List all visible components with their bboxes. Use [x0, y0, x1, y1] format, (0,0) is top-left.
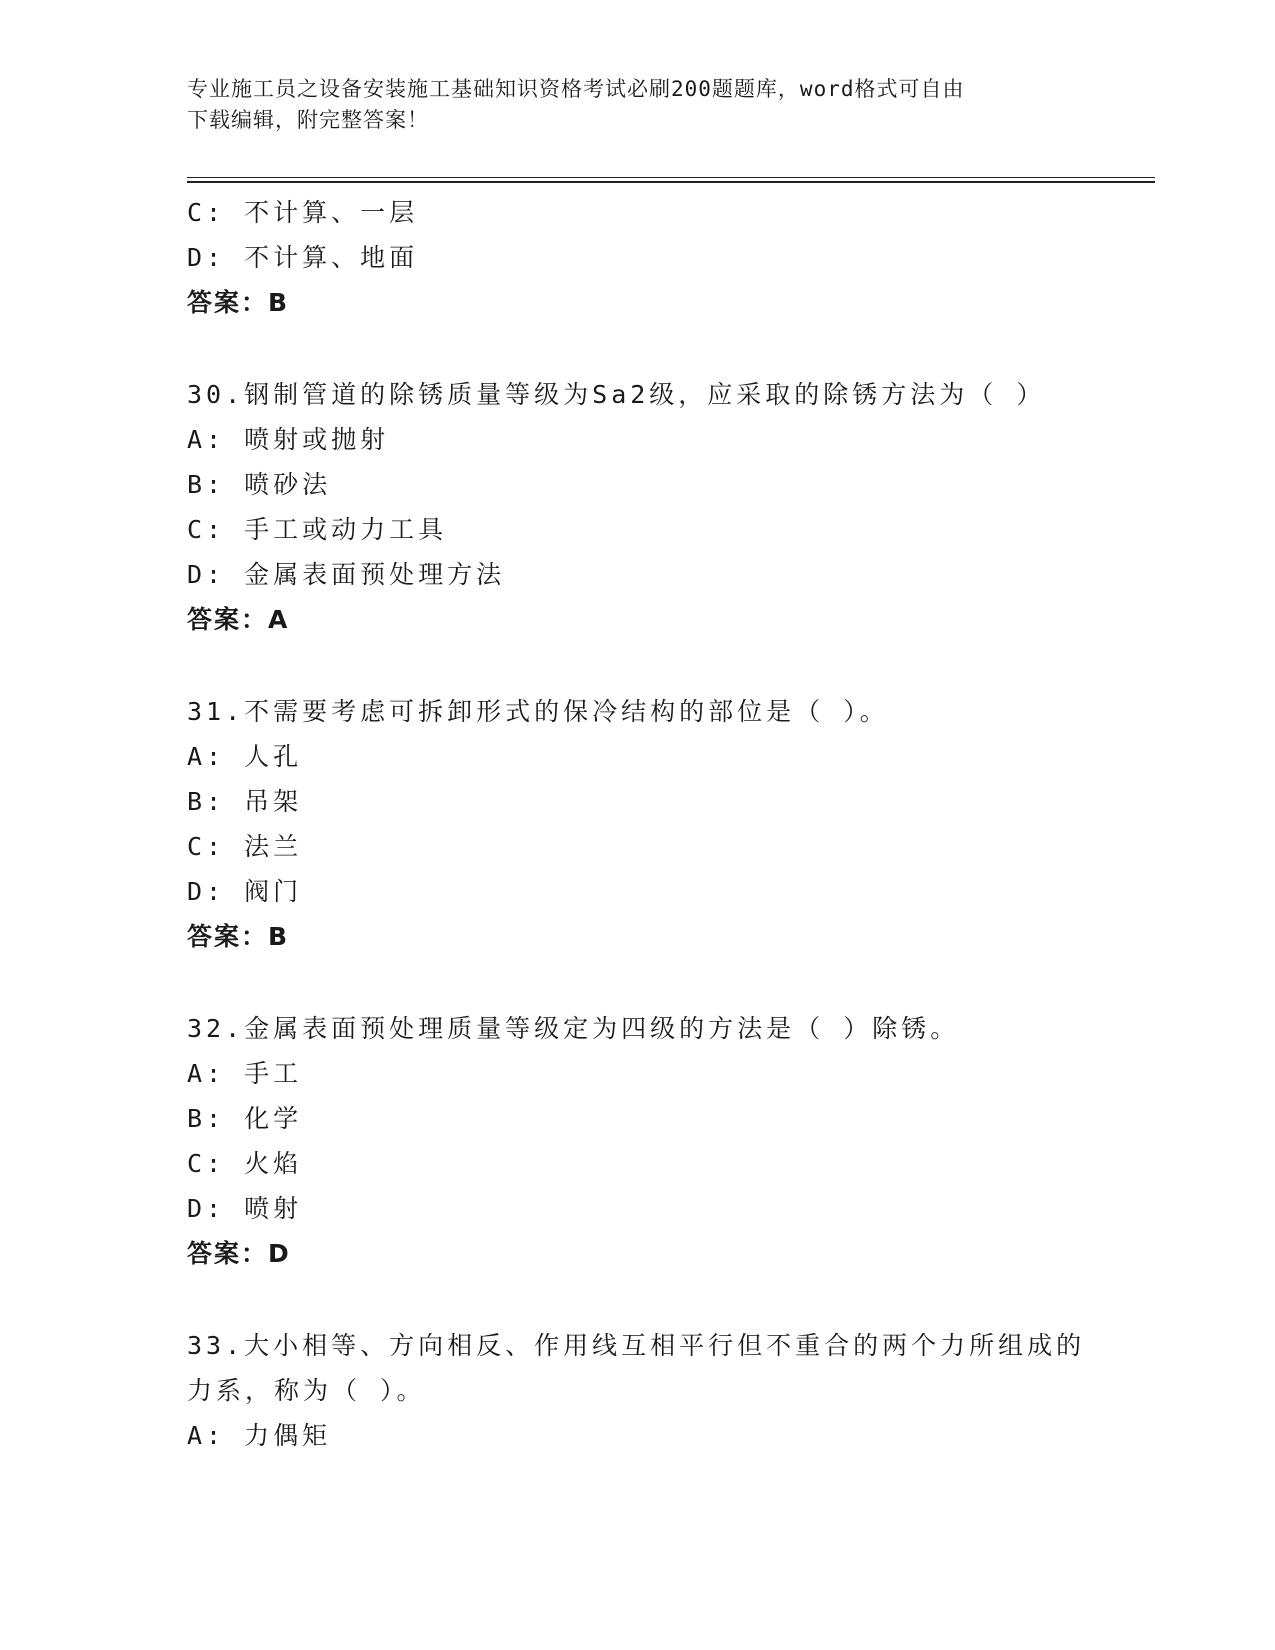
- question-stem: 32.金属表面预处理质量等级定为四级的方法是（ ）除锈。: [187, 1014, 960, 1043]
- question-stem: 30.钢制管道的除锈质量等级为Sa2级，应采取的除锈方法为（ ）: [187, 380, 1046, 409]
- header-line-1: 专业施工员之设备安装施工基础知识资格考试必刷200题题库，word格式可自由: [187, 77, 965, 101]
- option-b: B: 化学: [187, 1104, 303, 1133]
- block-gap: [187, 1276, 1087, 1323]
- option-b: B: 吊架: [187, 787, 303, 816]
- option-c: C: 火焰: [187, 1149, 303, 1178]
- option-d: D: 喷射: [187, 1194, 303, 1223]
- question-stem-line-1: 33.大小相等、方向相反、作用线互相平行但不重合的两个力所组成的: [187, 1331, 1086, 1360]
- option-d: D: 阀门: [187, 877, 303, 906]
- option-b: B: 喷砂法: [187, 470, 332, 499]
- document-header: [187, 74, 1067, 136]
- option-a: A: 手工: [187, 1059, 303, 1088]
- question-31: [187, 689, 1087, 959]
- prev-question-block: [187, 190, 1087, 325]
- block-gap: [187, 642, 1087, 689]
- block-gap: [187, 325, 1087, 372]
- option-a: A: 人孔: [187, 742, 303, 771]
- question-list: [187, 190, 1087, 1458]
- question-stem-line-2: 力系，称为（ ）。: [187, 1376, 426, 1405]
- question-33: [187, 1323, 1087, 1458]
- option-a: A: 喷射或抛射: [187, 425, 390, 454]
- header-divider-thin: [187, 177, 1155, 178]
- block-gap: [187, 959, 1087, 1006]
- option-c: C: 法兰: [187, 832, 303, 861]
- option-c: C: 不计算、一层: [187, 198, 419, 227]
- answer-line: 答案：D: [187, 1239, 291, 1268]
- option-d: D: 不计算、地面: [187, 243, 419, 272]
- header-line-2: 下载编辑，附完整答案！: [187, 108, 429, 132]
- question-32: [187, 1006, 1087, 1276]
- answer-line: 答案：B: [187, 922, 290, 951]
- option-a: A: 力偶矩: [187, 1421, 332, 1450]
- question-30: [187, 372, 1087, 642]
- answer-line: 答案：A: [187, 605, 290, 634]
- option-d: D: 金属表面预处理方法: [187, 560, 506, 589]
- question-stem: 31.不需要考虑可拆卸形式的保冷结构的部位是（ ）。: [187, 697, 889, 726]
- answer-line: 答案：B: [187, 288, 290, 317]
- option-c: C: 手工或动力工具: [187, 515, 448, 544]
- header-divider-thick: [187, 181, 1155, 183]
